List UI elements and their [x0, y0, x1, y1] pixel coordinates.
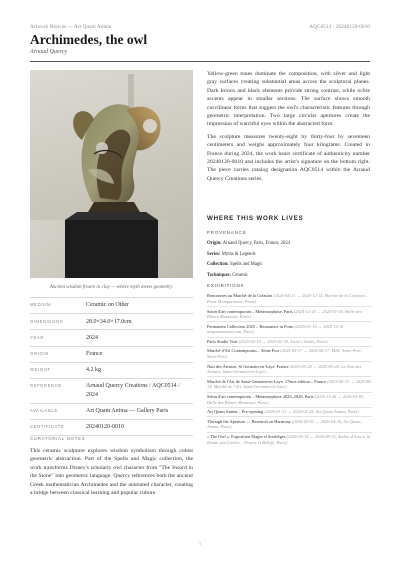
top-bar — [30, 24, 370, 30]
meta-row — [30, 362, 193, 378]
exhibition-name: Marché de l'Art de Saint-Germain-en-Laye, 17ème édition – France — [207, 378, 327, 384]
meta-row — [30, 378, 193, 403]
exhibition-name: « The Owl », Exposition Magie et Sortilèges — [207, 433, 286, 439]
exhibition-item — [207, 321, 372, 336]
meta-value: 28.0×34.0×17.0cm — [86, 318, 132, 325]
meta-key: WEIGHT — [30, 367, 51, 373]
meta-key: ORIGIN — [30, 350, 49, 356]
description-paragraph: Yellow-green tones dominate the composition, with silver and light gray surfaces creating substantial areas across the sculptural planes. Dark brown and black elements provide strong contrast, while ochre accents appear in smaller sections. The surface shows smooth curvilinear forms that suggest the owl's characteristic features through geometric interpretation. Two large circular apertures create the impression of watchful eyes within the abstracted form. — [207, 71, 370, 128]
exhibition-name: Permanent Collection 2025 – Resonance in Form — [207, 323, 294, 329]
provenance-heading: PROVENANCE — [207, 230, 247, 235]
exhibition-item — [207, 392, 372, 407]
provenance-label: Series: — [207, 251, 221, 257]
provenance-item — [207, 250, 370, 261]
exhibition-detail: (2024-12-20 → 2025-01-05, Halle des Blancs Manteaux, Paris) — [207, 308, 362, 320]
provenance-value: Spells and Magic — [230, 262, 263, 268]
meta-key: YEAR — [30, 334, 45, 340]
exhibition-detail: (2025-06-13 → 2025-06-14, Marché de l'Art, Saint-Germain-en-Laye) — [207, 378, 372, 390]
meta-value: 20240120-0010 — [86, 424, 124, 431]
meta-row — [30, 346, 193, 362]
exhibition-detail: (2026-03-01 → 2026-04-30, Art Quam Anima, Paris) — [207, 418, 361, 430]
exhibition-name: Rencontres au Marché de la Création — [207, 293, 273, 299]
exhibition-name: Art Quam Anima – Pre-opening — [207, 409, 264, 415]
meta-value: France — [86, 350, 103, 357]
provenance-label: Collection: — [207, 262, 229, 268]
exhibition-name: Salon d'art contemporain – Metamorphose 2025–2026, Paris — [207, 394, 314, 399]
provenance-value: Arnaud Quercy, Paris, France, 2024 — [222, 241, 291, 246]
title-rule — [30, 61, 370, 62]
provenance-list — [207, 239, 370, 281]
exhibition-item — [207, 416, 372, 431]
curatorial-notes: This ceramic sculpture explores wisdom symbolism through cubist geometric abstraction. Part of the Spells and Magic collection, the work transforms Disney's scholarly owl character from "The Sword in the Stone" into geometric language. Quercy references both the ancient Greek mathematician Archimedes and the animated character, creating a bridge between classical learning and popular culture. — [30, 448, 193, 497]
exhibition-item — [207, 337, 372, 347]
exhibition-item — [207, 361, 372, 376]
meta-row — [30, 313, 193, 329]
exhibitions-list — [207, 292, 372, 447]
meta-key: MEDIUM — [30, 302, 52, 308]
provenance-value: Myths & Legends — [221, 251, 256, 257]
exhibition-detail: (2026-01-21 → 2026-01-25, Art Quam Anima, Paris) — [264, 409, 359, 415]
page-number: 1 — [198, 541, 202, 546]
provenance-value: Ceramic — [232, 272, 249, 278]
exhibition-name: Paris Studio Visit — [207, 338, 238, 344]
meta-value: 4.2 kg — [86, 367, 101, 374]
curatorial-heading: CURATORIAL NOTES — [30, 436, 86, 441]
exhibition-detail: (2024-04-21 → 2024-12-15, Marché de la Création – Paris Montparnasse, Paris) — [207, 293, 368, 304]
meta-row — [30, 403, 193, 419]
exhibition-name: Nuit des Artistes, St Germain-en-Laye, France — [207, 363, 289, 369]
provenance-label: Techniques: — [207, 272, 232, 278]
provenance-label: Origin: — [207, 241, 222, 246]
provenance-item — [207, 239, 370, 250]
meta-key: AVAILABLE — [30, 407, 58, 413]
metadata-table — [30, 297, 193, 436]
description-paragraph: The sculpture measures twenty-eight by thirty-four by seventeen centimeters and weighs approximately four kilograms. Created in France during 2024, the work bears certificate of authenticity number 20240120-0010 and includes the artist's signature on the bottom right. The piece carries catalog designation AQC0514 within the Arnaud Quercy Creations series. — [207, 133, 370, 182]
exhibition-detail: (2025-05-17 → 2025-06-17, MAC Seine-Port, Seine-Port) — [207, 348, 362, 360]
provenance-item — [207, 260, 370, 271]
sculpture-image — [30, 70, 193, 278]
exhibition-name: Salon d'art contemporain – Metamorphose, Paris — [207, 308, 293, 314]
description — [207, 70, 370, 187]
exhibition-item — [207, 346, 372, 361]
meta-value: Ceramic on Other — [86, 302, 129, 309]
provenance-item — [207, 271, 370, 282]
meta-value: Arnaud Quercy Creations / AQC0514 / 2024 — [86, 383, 180, 398]
artwork-code: AQC0514 · 20240120-0010 — [309, 24, 370, 30]
meta-row — [30, 419, 193, 436]
breadcrumb: Artwork Notices — Art Quam Anima — [30, 24, 112, 30]
exhibition-detail: (2025-02-18 → 2025-02-18, Artist's Studio, Paris) — [238, 338, 328, 344]
meta-row — [30, 329, 193, 345]
exhibition-name: Marché d'Art Contemporain – Seine Port — [207, 348, 280, 354]
exhibition-detail: (2025-11-26 → 2026-01-05, Halle des Blancs Manteaux, Paris) — [207, 394, 365, 405]
meta-key: DIMENSIONS — [30, 318, 64, 324]
where-heading: WHERE THIS WORK LIVES — [207, 215, 304, 222]
meta-key: CERTIFICATE — [30, 424, 65, 430]
meta-row — [30, 297, 193, 313]
exhibition-item — [207, 407, 372, 417]
exhibition-name: Through the Aperture — Research on Harmony — [207, 418, 291, 424]
photo-caption: Ancient wisdom frozen in clay — where myth meets geometry. — [49, 285, 174, 290]
exhibition-item — [207, 432, 372, 447]
exhibition-detail: (2025-05-24 → 2025-05-24, La Nuit des Artistes, Saint-Germain-en-Laye) — [207, 363, 362, 375]
meta-value: Art Quam Anima — Gallery Paris — [86, 407, 169, 414]
meta-value: 2024 — [86, 334, 98, 341]
exhibition-item — [207, 292, 372, 306]
artwork-photo — [30, 70, 193, 278]
exhibition-item — [207, 376, 372, 391]
exhibitions-heading: EXHIBITIONS — [207, 283, 245, 288]
exhibition-detail: (2025-01-16 → 2025-12-31, artquamanima.com, Paris) — [207, 323, 345, 335]
artist-name: Arnaud Quercy — [30, 49, 67, 55]
page-title: Archimedes, the owl — [30, 32, 148, 47]
exhibition-detail: (2026-06-14 → 2026-09-15, Atelier d'Arts et la Ronde aux Carlies – Prairie et Bellefe, Paris) — [207, 433, 370, 445]
meta-key: REFERENCE — [30, 383, 62, 389]
exhibition-item — [207, 306, 372, 321]
